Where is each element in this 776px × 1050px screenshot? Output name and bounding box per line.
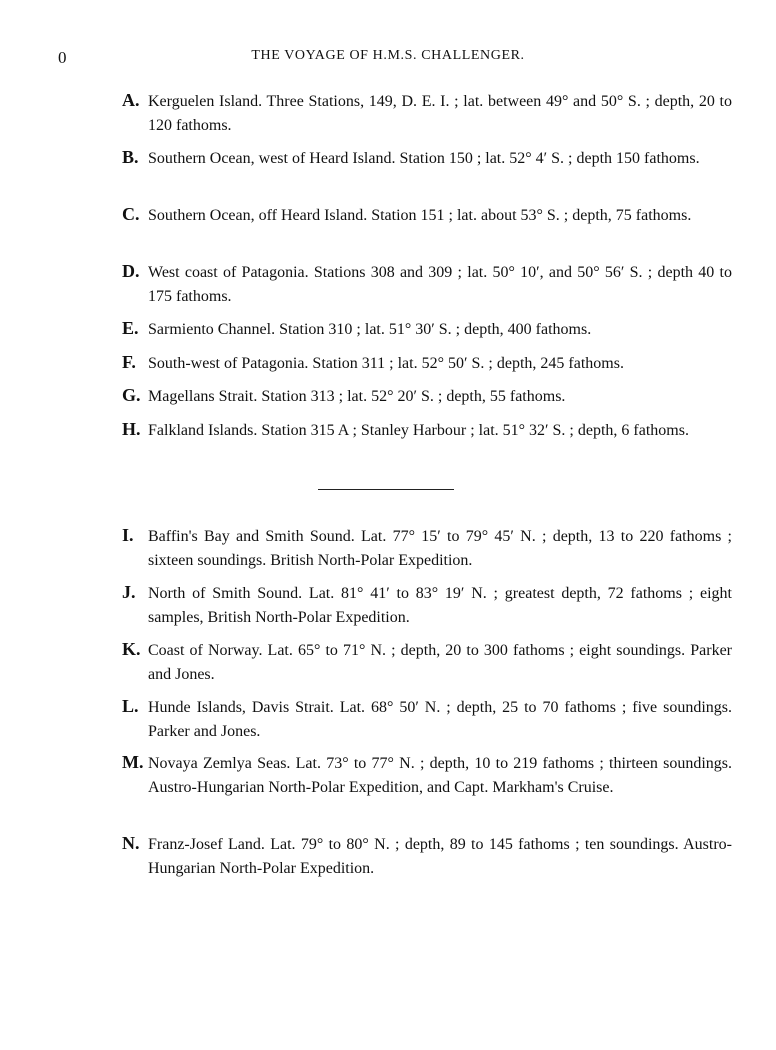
entry-description: Magellans Strait. Station 313 ; lat. 52° 20′ S. ; depth, 55 fathoms. — [148, 388, 566, 405]
entry-letter: C. — [122, 204, 140, 224]
entry-description: West coast of Patagonia. Stations 308 and 309 ; lat. 50° 10′, and 50° 56′ S. ; depth 40 to 175 fathoms. — [148, 264, 732, 305]
station-entry-e — [92, 316, 732, 342]
entry-letter: N. — [122, 833, 140, 853]
station-entry-n — [92, 831, 732, 881]
entry-letter: E. — [122, 318, 139, 338]
entry-letter: A. — [122, 90, 140, 110]
entry-description: Hunde Islands, Davis Strait. Lat. 68° 50′ N. ; depth, 25 to 70 fathoms ; five soundings. Parker and Jones. — [148, 699, 732, 740]
entry-letter: D. — [122, 261, 140, 281]
entry-letter: K. — [122, 639, 141, 659]
section-divider — [318, 489, 454, 490]
entry-letter: B. — [122, 147, 139, 167]
station-entry-m — [92, 750, 732, 800]
station-entry-h — [92, 417, 732, 443]
entry-description: South-west of Patagonia. Station 311 ; lat. 52° 50′ S. ; depth, 245 fathoms. — [148, 355, 624, 372]
station-entry-d — [92, 259, 732, 309]
entry-description: Sarmiento Channel. Station 310 ; lat. 51° 30′ S. ; depth, 400 fathoms. — [148, 321, 592, 338]
station-entry-c — [92, 202, 732, 228]
entry-description: Coast of Norway. Lat. 65° to 71° N. ; depth, 20 to 300 fathoms ; eight soundings. Parker and Jones. — [148, 642, 732, 683]
entry-description: Franz-Josef Land. Lat. 79° to 80° N. ; depth, 89 to 145 fathoms ; ten soundings. Austro-Hungarian North-Polar Expedition. — [148, 836, 732, 877]
station-entry-k — [92, 637, 732, 687]
entry-description: Falkland Islands. Station 315 A ; Stanley Harbour ; lat. 51° 32′ S. ; depth, 6 fathoms. — [148, 422, 689, 439]
entry-description: North of Smith Sound. Lat. 81° 41′ to 83° 19′ N. ; greatest depth, 72 fathoms ; eight samples, British North-Polar Expedition. — [148, 585, 732, 626]
running-head: THE VOYAGE OF H.M.S. CHALLENGER. — [251, 48, 525, 63]
page-number: 0 — [58, 48, 67, 67]
entry-letter: L. — [122, 696, 139, 716]
station-entry-b — [92, 145, 732, 171]
entry-description: Southern Ocean, west of Heard Island. Station 150 ; lat. 52° 4′ S. ; depth 150 fathoms. — [148, 150, 700, 167]
entry-description: Baffin's Bay and Smith Sound. Lat. 77° 15′ to 79° 45′ N. ; depth, 13 to 220 fathoms ; sixteen soundings. British North-Polar Expedition. — [148, 528, 732, 569]
entry-letter: J. — [122, 582, 136, 602]
station-entry-f — [92, 350, 732, 376]
station-entry-l — [92, 694, 732, 744]
entry-description: Novaya Zemlya Seas. Lat. 73° to 77° N. ; depth, 10 to 219 fathoms ; thirteen soundings. Austro-Hungarian North-Polar Expedition, and Capt. Markham's Cruise. — [148, 755, 732, 796]
entry-description: Southern Ocean, off Heard Island. Station 151 ; lat. about 53° S. ; depth, 75 fathoms. — [148, 207, 692, 224]
station-entry-i — [92, 523, 732, 573]
entry-letter: I. — [122, 525, 134, 545]
station-entry-g — [92, 383, 732, 409]
entry-description: Kerguelen Island. Three Stations, 149, D. E. I. ; lat. between 49° and 50° S. ; depth, 20 to 120 fathoms. — [148, 93, 732, 134]
station-entry-j — [92, 580, 732, 630]
entry-letter: M. — [122, 752, 144, 772]
entry-letter: F. — [122, 352, 136, 372]
entry-letter: G. — [122, 385, 141, 405]
entry-letter: H. — [122, 419, 141, 439]
station-entry-a — [92, 88, 732, 138]
